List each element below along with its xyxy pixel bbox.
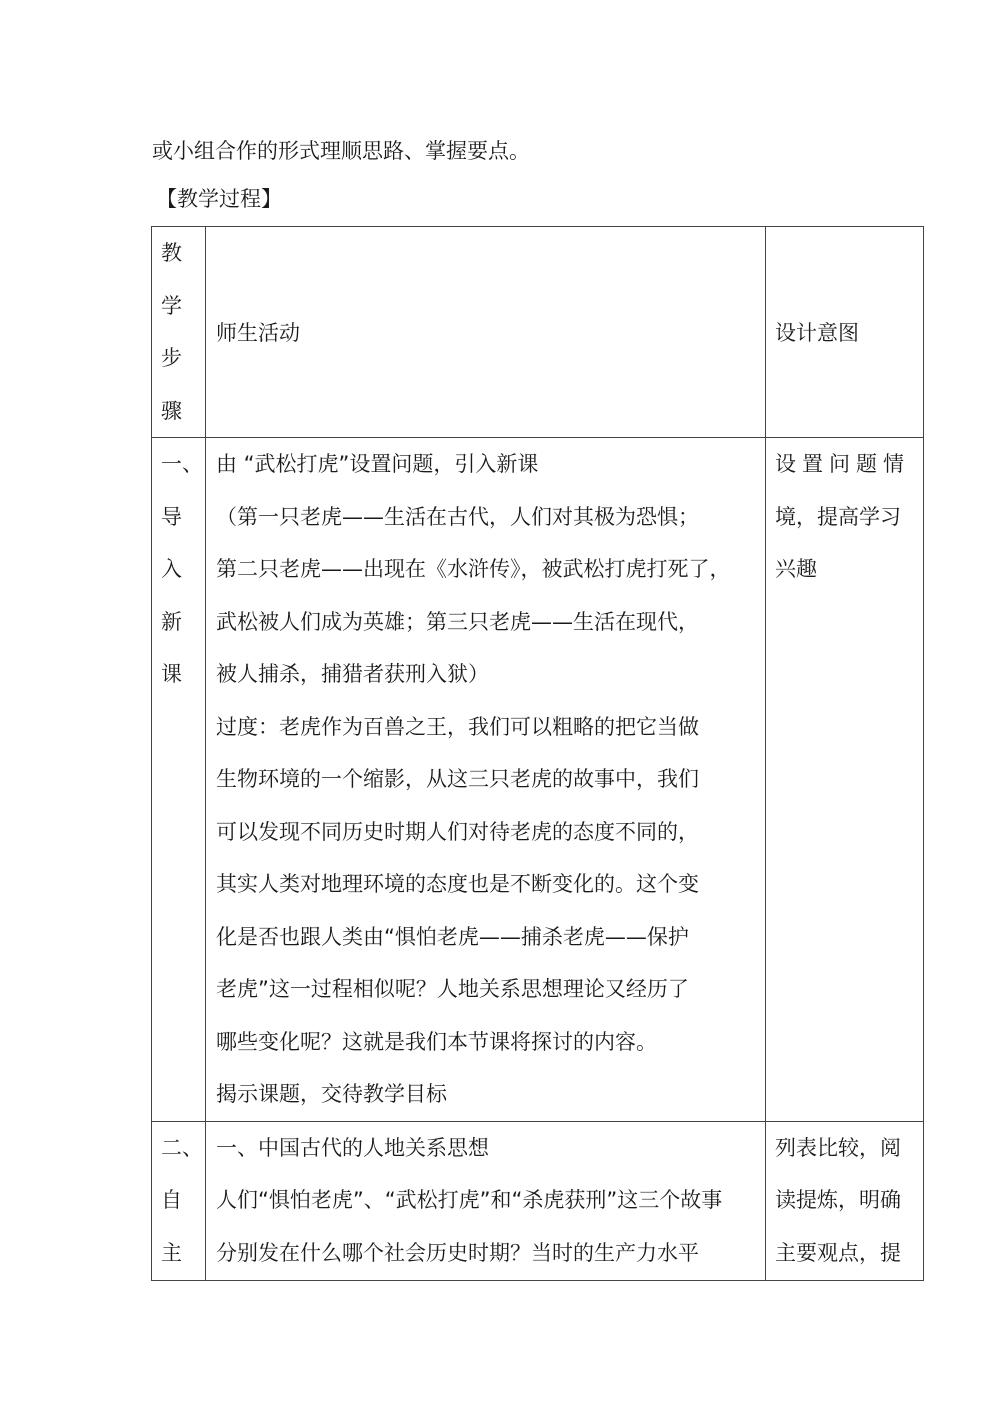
header-step-char: 骤 [161,398,182,423]
header-step-char: 步 [161,346,182,370]
activity-line: 一、中国古代的人地关系思想 [216,1135,489,1160]
section-heading: 【教学过程】 [156,187,282,211]
table-header-row [152,227,924,438]
header-step-char: 教 [161,241,182,265]
teaching-process-table [151,226,924,1281]
activity-line: 分别发在什么哪个社会历史时期？当时的生产力水平 [216,1240,699,1265]
header-intent-cell [766,227,924,438]
step-line: 主 [161,1240,182,1265]
activity-line: 化是否也跟人类由“惧怕老虎——捕杀老虎——保护 [216,924,689,949]
intent-cell [766,438,924,1122]
activity-line: 生物环境的一个缩影，从这三只老虎的故事中，我们 [216,767,699,791]
step-cell [152,1121,206,1280]
step-line: 自 [161,1188,182,1212]
header-activity-cell [206,227,766,438]
activity-line: 被人捕杀，捕猎者获刑入狱） [216,662,489,686]
activity-line: 老虎”这一过程相似呢？人地关系思想理论又经历了 [216,977,689,1001]
activity-line: 其实人类对地理环境的态度也是不断变化的。这个变 [216,872,699,896]
activity-line: 过度：老虎作为百兽之王，我们可以粗略的把它当做 [216,714,699,739]
activity-line: （第一只老虎——生活在古代，人们对其极为恐惧； [216,504,699,529]
step-line: 一、 [161,452,203,476]
activity-line: 人们“惧怕老虎”、“武松打虎”和“杀虎获刑”这三个故事 [216,1188,723,1212]
step-line: 导 [161,504,182,529]
intent-line: 读提炼，明确 [775,1188,901,1212]
activity-line: 揭示课题，交待教学目标 [216,1082,447,1106]
intent-line: 境，提高学习 [775,504,901,529]
header-step-char: 学 [161,293,182,318]
header-activity-label: 师生活动 [216,321,300,345]
activity-cell [206,438,766,1122]
intent-line: 设置问题情 [775,452,910,476]
activity-line: 第二只老虎——出现在《水浒传》，被武松打虎打死了， [216,557,731,581]
intro-paragraph: 或小组合作的形式理顺思路、掌握要点。 [152,139,530,163]
intent-line: 列表比较，阅 [775,1135,901,1160]
step-line: 二、 [161,1135,203,1160]
step-line: 课 [161,662,182,686]
intent-cell [766,1121,924,1280]
activity-line: 可以发现不同历史时期人们对待老虎的态度不同的， [216,819,699,844]
activity-line: 哪些变化呢？这就是我们本节课将探讨的内容。 [216,1029,657,1054]
activity-cell [206,1121,766,1280]
table-row [152,1121,924,1280]
step-line: 入 [161,557,182,581]
activity-line: 由 “武松打虎”设置问题，引入新课 [216,452,539,476]
activity-line: 武松被人们成为英雄；第三只老虎——生活在现代， [216,609,699,634]
step-line: 新 [161,609,182,634]
intent-line: 兴趣 [775,557,817,581]
intent-line: 主要观点，提 [775,1240,901,1265]
header-intent-label: 设计意图 [775,321,859,345]
header-step-cell [152,227,206,438]
step-cell [152,438,206,1122]
table-row [152,438,924,1122]
